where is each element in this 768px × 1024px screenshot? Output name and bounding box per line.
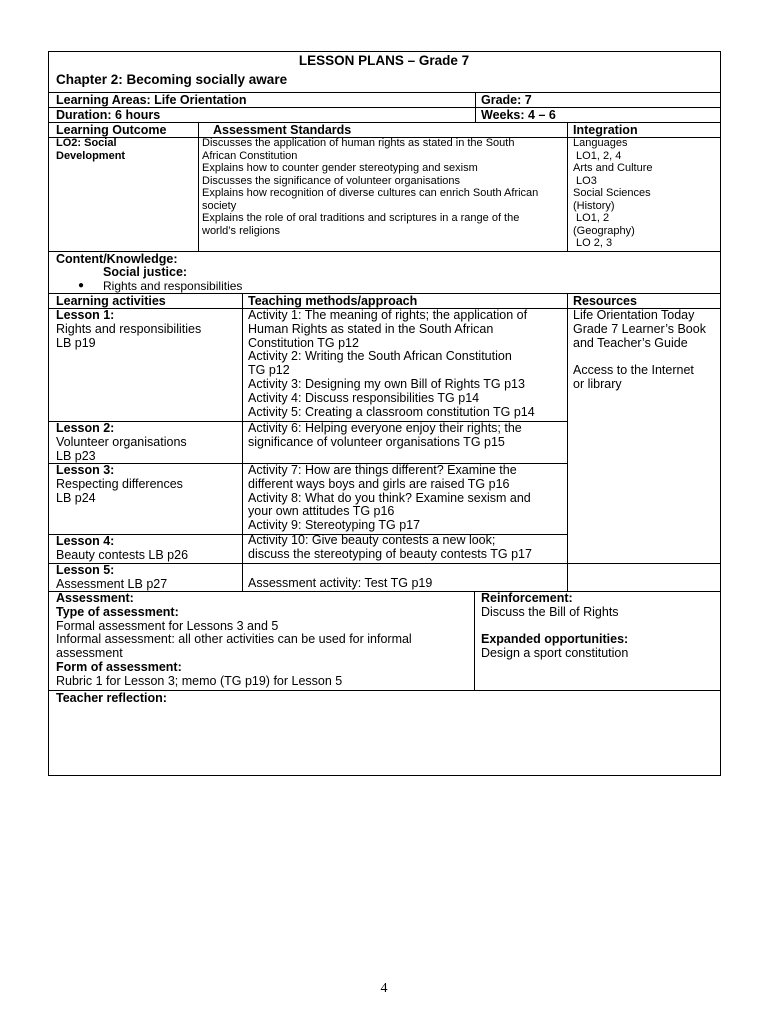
content-bullet-item: Rights and responsibilities bbox=[103, 279, 243, 293]
teacher-reflection-heading: Teacher reflection: bbox=[56, 691, 167, 705]
learning-areas: Learning Areas: Life Orientation bbox=[56, 93, 247, 107]
lesson-2-methods: Activity 6: Helping everyone enjoy their rights; the significance of volunteer organisations TG p15 bbox=[248, 421, 522, 449]
col-divider bbox=[242, 293, 243, 591]
lesson-3: Lesson 3: Respecting differences LB p24 bbox=[56, 463, 183, 505]
assessment-section: Assessment: Type of assessment: Formal assessment for Lessons 3 and 5 Informal assessment: all other activities can be used for informal assessment Form of assessment: Rubric 1 for Lesson 3; memo (TG p19) for Lesson 5 bbox=[56, 591, 412, 688]
assessment-standards-list: Discusses the application of human rights as stated in the South African Constitution Explains how to counter gender stereotyping and sexism Discusses the significance of volunteer organisations Explains how recognition of diverse cultures can enrich South African society Explains the role of oral traditions and scriptures in a range of the world’s religions bbox=[202, 137, 539, 237]
lesson-5: Lesson 5: Assessment LB p27 bbox=[56, 563, 168, 591]
grade: Grade: 7 bbox=[481, 93, 532, 107]
col-resources: Resources bbox=[573, 294, 637, 308]
integration-list: Languages LO1, 2, 4 Arts and Culture LO3 Social Sciences (History) LO1, 2 (Geography) LO 2, 3 bbox=[573, 137, 653, 249]
col-divider bbox=[198, 122, 199, 251]
col-divider bbox=[567, 293, 568, 591]
col-divider bbox=[567, 122, 568, 251]
resources-list: Life Orientation Today Grade 7 Learner’s Book and Teacher’s Guide Access to the Internet or library bbox=[573, 308, 706, 391]
lesson-4-methods: Activity 10: Give beauty contests a new look; discuss the stereotyping of beauty contests TG p17 bbox=[248, 533, 532, 561]
lesson-3-methods: Activity 7: How are things different? Examine the different ways boys and girls are raised TG p16 Activity 8: What do you think? Examine sexism and your own attitudes TG p16 Activity 9: Stereotyping TG p17 bbox=[248, 463, 531, 533]
col-learning-activities: Learning activities bbox=[56, 294, 166, 308]
page-number: 4 bbox=[380, 981, 388, 996]
col-learning-outcome: Learning Outcome bbox=[56, 123, 167, 137]
lesson-5-methods: Assessment activity: Test TG p19 bbox=[248, 576, 433, 590]
col-integration: Integration bbox=[573, 123, 638, 137]
weeks: Weeks: 4 – 6 bbox=[481, 108, 556, 122]
content-subheading: Social justice: bbox=[103, 265, 188, 279]
lesson-4: Lesson 4: Beauty contests LB p26 bbox=[56, 534, 189, 562]
col-assessment-standards: Assessment Standards bbox=[213, 123, 352, 137]
lesson-2: Lesson 2: Volunteer organisations LB p23 bbox=[56, 421, 187, 463]
col-teaching-methods: Teaching methods/approach bbox=[248, 294, 418, 308]
bullet-icon: ● bbox=[78, 280, 85, 291]
chapter-title: Chapter 2: Becoming socially aware bbox=[56, 72, 288, 87]
lesson-1-methods: Activity 1: The meaning of rights; the application of Human Rights as stated in the South African Constitution TG p12 Activity 2: Writing the South African Constitution TG p12 Activity 3: Designing my own Bill of Rights TG p13 Activity 4: Discuss responsibilities TG p14 Activity 5: Creating a classroom constitution TG p14 bbox=[248, 308, 535, 419]
lesson-1: Lesson 1: Rights and responsibilities LB p19 bbox=[56, 308, 202, 350]
col-divider bbox=[475, 92, 476, 122]
page-title: LESSON PLANS – Grade 7 bbox=[298, 53, 470, 68]
col-divider bbox=[474, 591, 475, 690]
content-heading: Content/Knowledge: bbox=[56, 252, 178, 266]
duration: Duration: 6 hours bbox=[56, 108, 161, 122]
reinforcement-section: Reinforcement: Discuss the Bill of Rights Expanded opportunities: Design a sport constitution bbox=[481, 591, 629, 661]
learning-outcome-text: LO2: Social Development bbox=[56, 137, 126, 162]
